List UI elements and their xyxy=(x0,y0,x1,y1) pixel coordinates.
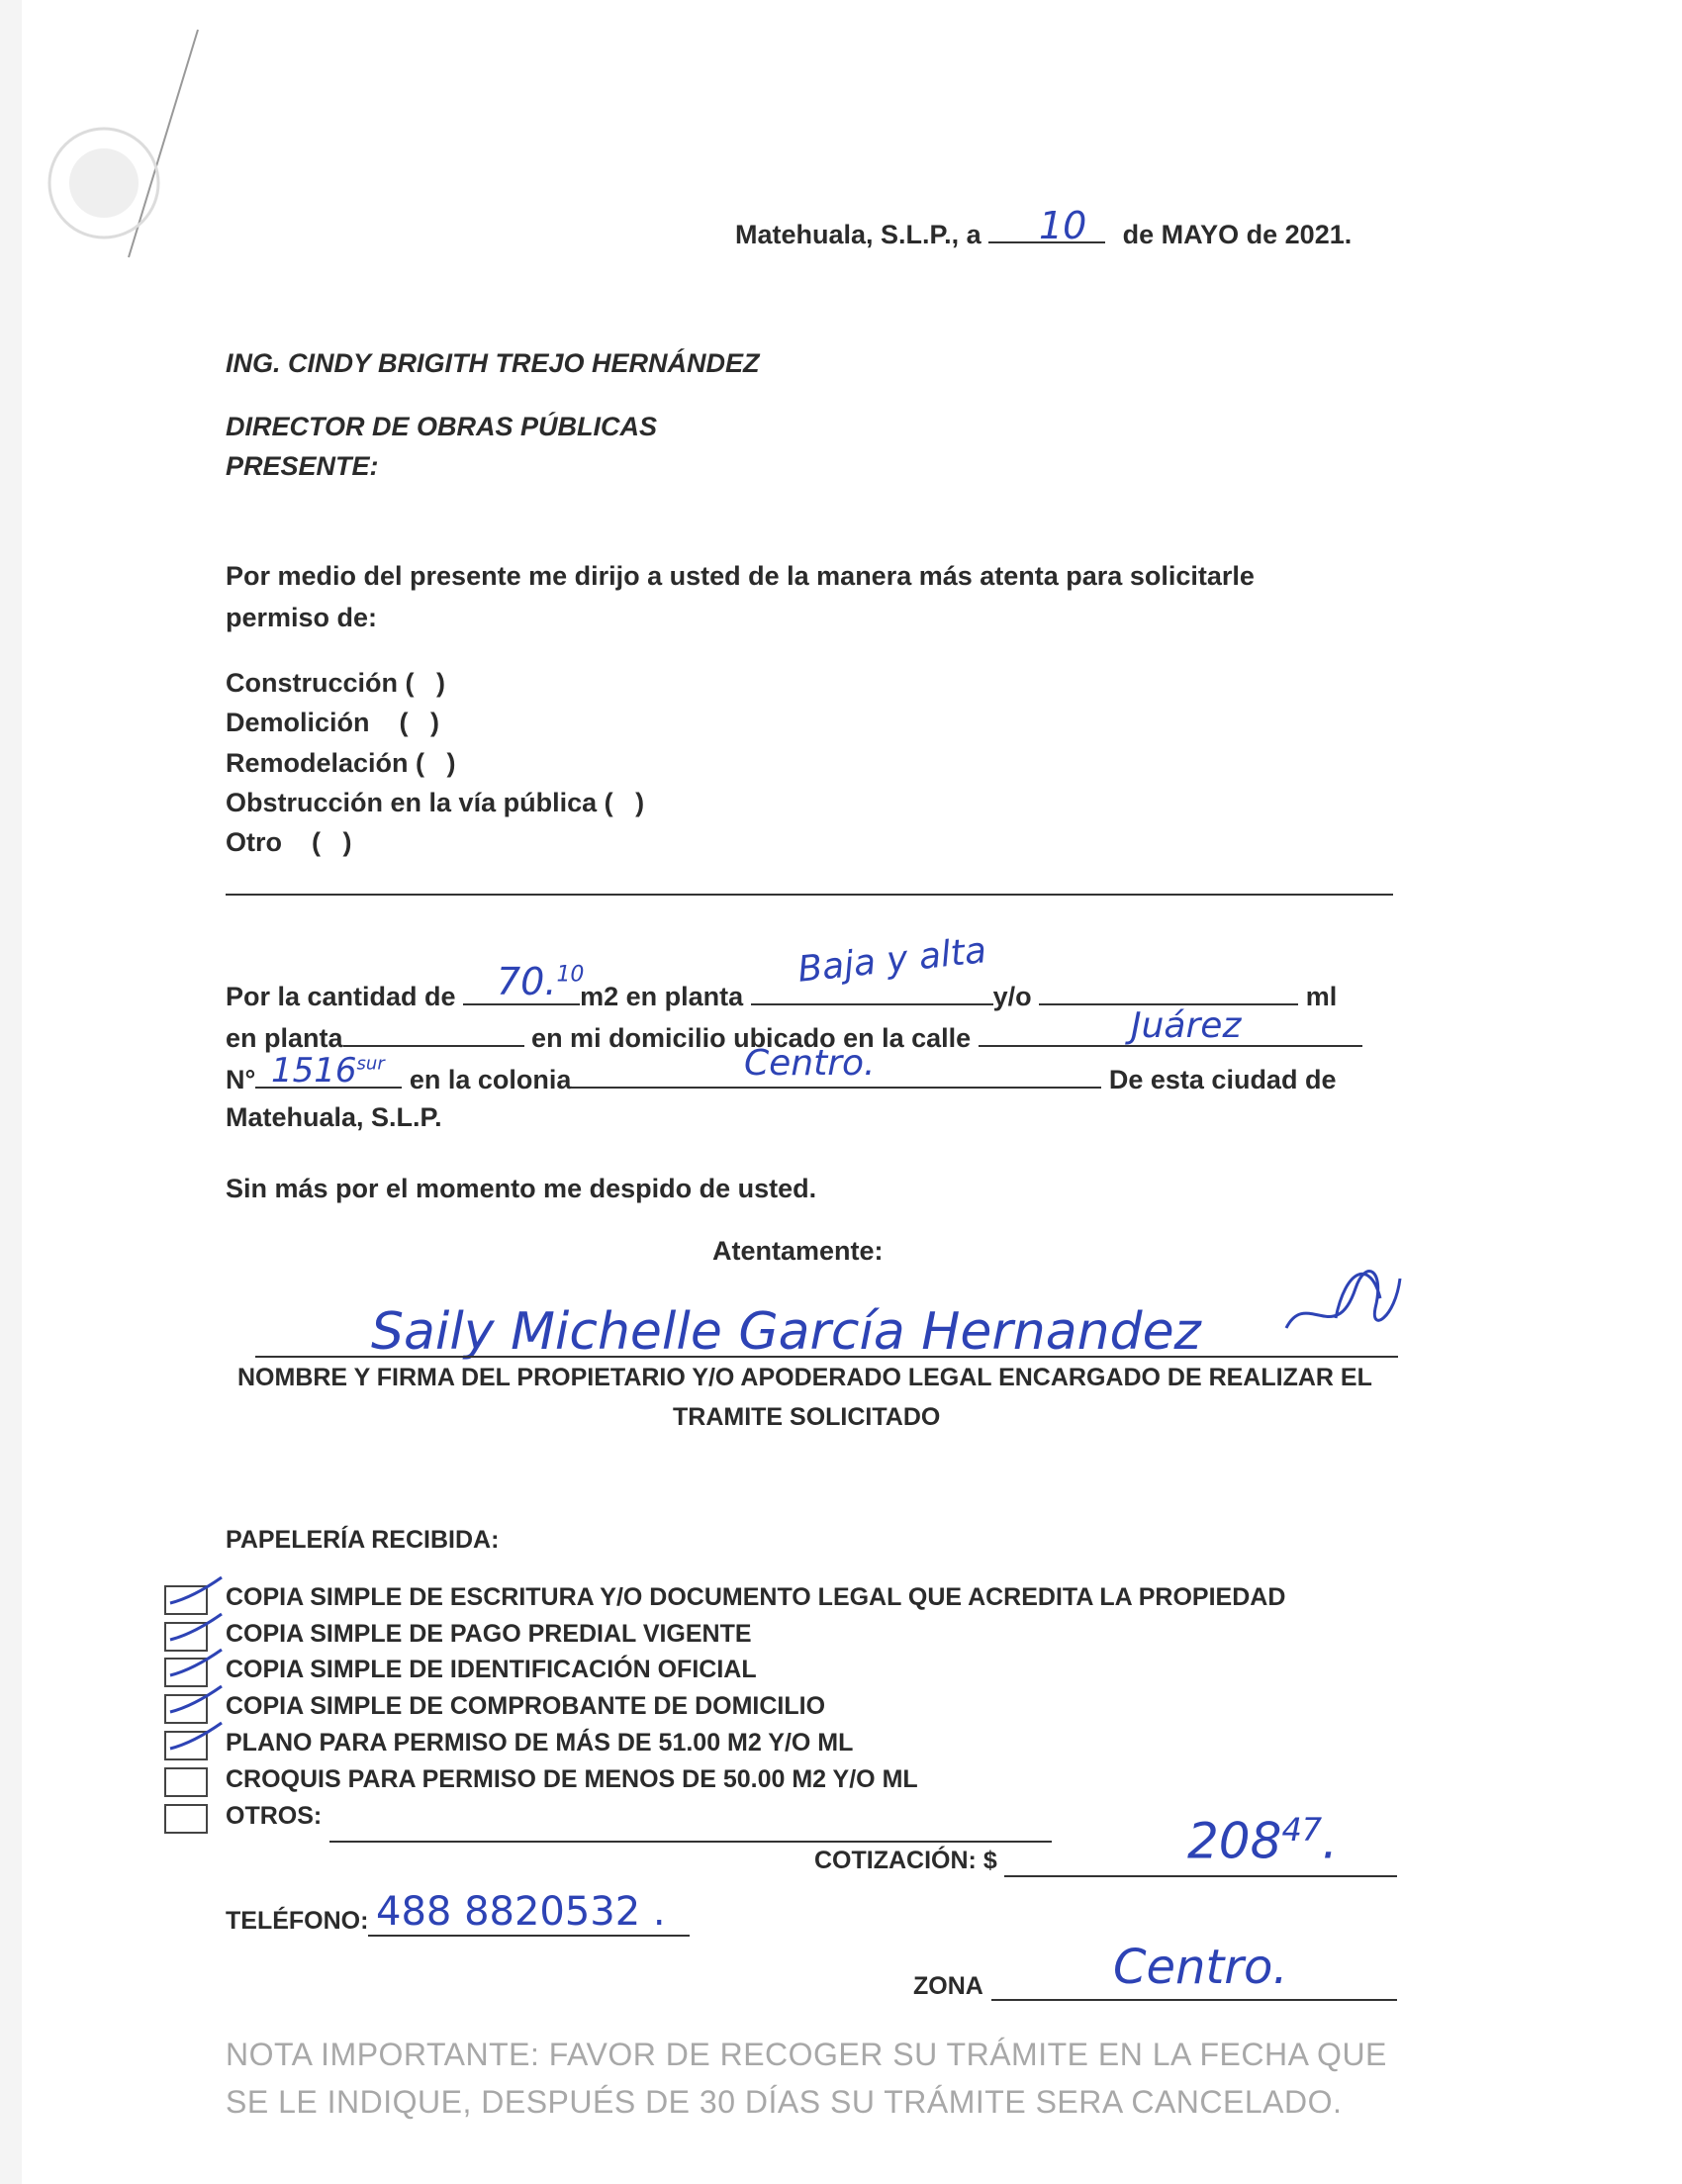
atentamente: Atentamente: xyxy=(712,1236,884,1266)
otro-line xyxy=(226,894,1393,896)
option-otro[interactable]: Otro ( ) xyxy=(226,827,352,857)
ciudad-line-2: Matehuala, S.L.P. xyxy=(226,1102,442,1132)
scan-edge xyxy=(0,0,22,2184)
signer-name-handwritten: Saily Michelle García Hernandez xyxy=(371,1302,1201,1362)
nota-line-2: SE LE INDIQUE, DESPUÉS DE 30 DÍAS SU TRÁMITE SERA CANCELADO. xyxy=(226,2084,1343,2120)
signature-caption-1: NOMBRE Y FIRMA DEL PROPIETARIO Y/O APODERADO LEGAL ENCARGADO DE REALIZAR EL xyxy=(237,1364,1372,1391)
details-line-3: N° en la colonia De esta ciudad de xyxy=(226,1061,1336,1095)
checkmark-icon xyxy=(166,1646,226,1685)
seal-watermark xyxy=(10,20,208,277)
signature-line xyxy=(255,1356,1398,1358)
papeleria-item-label: COPIA SIMPLE DE COMPROBANTE DE DOMICILIO xyxy=(226,1692,826,1720)
option-construccion[interactable]: Construcción ( ) xyxy=(226,668,445,698)
otros-line xyxy=(329,1841,1052,1843)
checkmark-icon xyxy=(166,1573,226,1613)
telefono-label: TELÉFONO: xyxy=(226,1907,369,1935)
nota-line-1: NOTA IMPORTANTE: FAVOR DE RECOGER SU TRÁMITE EN LA FECHA QUE xyxy=(226,2037,1387,2072)
papeleria-item-label: COPIA SIMPLE DE PAGO PREDIAL VIGENTE xyxy=(226,1620,752,1648)
numero-handwritten: $1516^{sur}$ xyxy=(271,1051,385,1091)
option-obstruccion[interactable]: Obstrucción en la vía pública ( ) xyxy=(226,788,645,817)
cotizacion-label: COTIZACIÓN: $ xyxy=(814,1847,997,1874)
cotizacion-line xyxy=(1004,1875,1397,1877)
checkmark-icon xyxy=(166,1610,226,1650)
option-demolicion[interactable]: Demolición ( ) xyxy=(226,708,440,737)
papeleria-item-label: COPIA SIMPLE DE IDENTIFICACIÓN OFICIAL xyxy=(226,1656,757,1683)
papeleria-checkbox[interactable] xyxy=(164,1767,208,1797)
papeleria-item-label: CROQUIS PARA PERMISO DE MENOS DE 50.00 M2 Y/O ML xyxy=(226,1765,918,1793)
colonia-handwritten: Centro. xyxy=(744,1043,876,1084)
planta-handwritten: Baja y alta xyxy=(795,930,988,991)
en-planta-field xyxy=(343,1019,524,1047)
addressee-presente: PRESENTE: xyxy=(226,451,379,481)
papeleria-item-label: PLANO PARA PERMISO DE MÁS DE 51.00 M2 Y/O ML xyxy=(226,1729,854,1757)
details-line-2: en planta en mi domicilio ubicado en la calle xyxy=(226,1019,1362,1054)
checkmark-icon xyxy=(166,1682,226,1722)
despedida: Sin más por el momento me despido de usted. xyxy=(226,1174,817,1203)
signature-caption-2: TRAMITE SOLICITADO xyxy=(673,1403,941,1431)
option-remodelacion[interactable]: Remodelación ( ) xyxy=(226,748,456,778)
calle-handwritten: Juárez xyxy=(1131,1005,1242,1046)
details-line-1: Por la cantidad de m2 en planta y/o ml xyxy=(226,978,1337,1012)
day-handwritten: 10 xyxy=(1039,204,1087,247)
ml-field xyxy=(1039,978,1298,1005)
zona-line xyxy=(991,1999,1397,2001)
addressee-name: ING. CINDY BRIGITH TREJO HERNÁNDEZ xyxy=(226,348,760,378)
zona-label: ZONA xyxy=(913,1972,983,2000)
papeleria-item-label: OTROS: xyxy=(226,1802,323,1830)
papeleria-checkbox[interactable] xyxy=(164,1804,208,1834)
date-suffix: de MAYO de 2021. xyxy=(1122,220,1353,249)
papeleria-item-label: COPIA SIMPLE DE ESCRITURA Y/O DOCUMENTO LEGAL QUE ACREDITA LA PROPIEDAD xyxy=(226,1583,1286,1611)
signature-scribble xyxy=(1276,1249,1405,1358)
papeleria-title: PAPELERÍA RECIBIDA: xyxy=(226,1526,500,1554)
place-date-prefix: Matehuala, S.L.P., a xyxy=(735,220,981,249)
telefono-line xyxy=(368,1935,690,1937)
zona-handwritten: Centro. xyxy=(1113,1940,1288,1995)
telefono-handwritten: 488 8820532 . xyxy=(376,1889,666,1935)
intro-line-2: permiso de: xyxy=(226,603,378,632)
intro-line-1: Por medio del presente me dirijo a usted de la manera más atenta para solicitarle xyxy=(226,561,1255,591)
addressee-title: DIRECTOR DE OBRAS PÚBLICAS xyxy=(226,412,658,441)
checkmark-icon xyxy=(166,1719,226,1758)
cotizacion-handwritten: $208^{47}$. xyxy=(1187,1811,1339,1870)
cantidad-handwritten: 70.10 xyxy=(497,960,585,1003)
